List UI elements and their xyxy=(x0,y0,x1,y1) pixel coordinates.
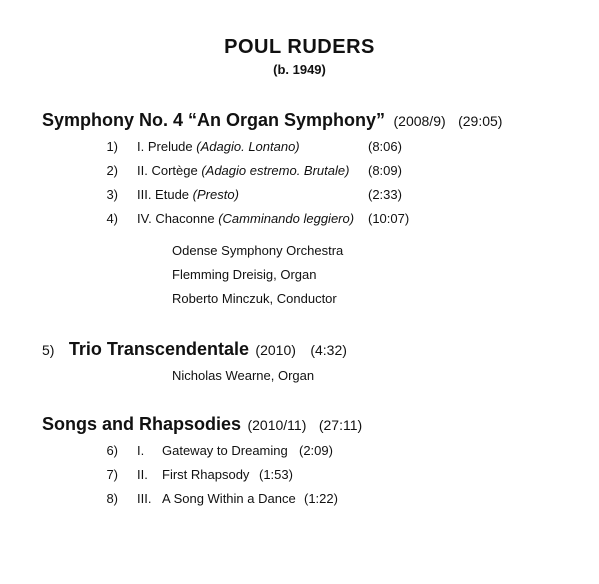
track-title: First Rhapsody xyxy=(162,467,250,482)
track-number: 8) xyxy=(106,491,118,506)
work-duration: (29:05) xyxy=(458,113,503,129)
track-time: (10:07) xyxy=(368,211,410,226)
work-duration: (27:11) xyxy=(318,417,363,433)
performer: Flemming Dreisig, Organ xyxy=(172,267,317,282)
performer: Roberto Minczuk, Conductor xyxy=(172,291,337,306)
work-year: (2010/11) xyxy=(247,417,307,433)
track-title: A Song Within a Dance xyxy=(162,491,296,506)
work-title: Symphony No. 4 “An Organ Symphony” xyxy=(42,110,386,130)
movement-label: III. xyxy=(137,491,152,506)
work-year: (2008/9) xyxy=(393,113,446,129)
composer-dates: (b. 1949) xyxy=(273,62,326,77)
track-time: (2:09) xyxy=(299,443,333,458)
track-title: Gateway to Dreaming xyxy=(162,443,288,458)
movement-label: II. Cortège xyxy=(137,163,198,178)
work-title: Songs and Rhapsodies xyxy=(42,414,242,434)
work-heading xyxy=(42,339,347,360)
work-duration: (4:32) xyxy=(310,342,347,358)
tempo-marking: (Adagio. Lontano) xyxy=(196,139,300,154)
track-title xyxy=(137,211,354,226)
track-title xyxy=(137,163,349,178)
tempo-marking: (Adagio estremo. Brutale) xyxy=(201,163,350,178)
track-time: (1:53) xyxy=(259,467,293,482)
composer-name: POUL RUDERS xyxy=(224,36,375,58)
track-time: (1:22) xyxy=(304,491,338,506)
work-title: Trio Transcendentale xyxy=(68,339,249,359)
movement-label: I. xyxy=(137,443,145,458)
movement-label: III. Etude xyxy=(137,187,190,202)
performer: Nicholas Wearne, Organ xyxy=(172,368,315,383)
tempo-marking: (Camminando leggiero) xyxy=(218,211,355,226)
track-number: 6) xyxy=(106,443,118,458)
track-time: (8:06) xyxy=(368,139,402,154)
track-title xyxy=(137,139,300,154)
work-year: (2010) xyxy=(255,342,296,358)
track-number: 2) xyxy=(106,163,118,178)
track-time: (2:33) xyxy=(368,187,402,202)
movement-label: IV. Chaconne xyxy=(137,211,215,226)
work-heading xyxy=(42,414,362,435)
work-heading xyxy=(42,110,502,131)
track-number: 1) xyxy=(106,139,118,154)
track-time: (8:09) xyxy=(368,163,402,178)
track-number: 3) xyxy=(106,187,118,202)
track-number: 4) xyxy=(106,211,118,226)
tempo-marking: (Presto) xyxy=(192,187,239,202)
movement-label: I. Prelude xyxy=(137,139,193,154)
track-number: 7) xyxy=(106,467,118,482)
movement-label: II. xyxy=(137,467,148,482)
track-title xyxy=(137,187,239,202)
track-number: 5) xyxy=(42,342,55,358)
performer: Odense Symphony Orchestra xyxy=(172,243,344,258)
